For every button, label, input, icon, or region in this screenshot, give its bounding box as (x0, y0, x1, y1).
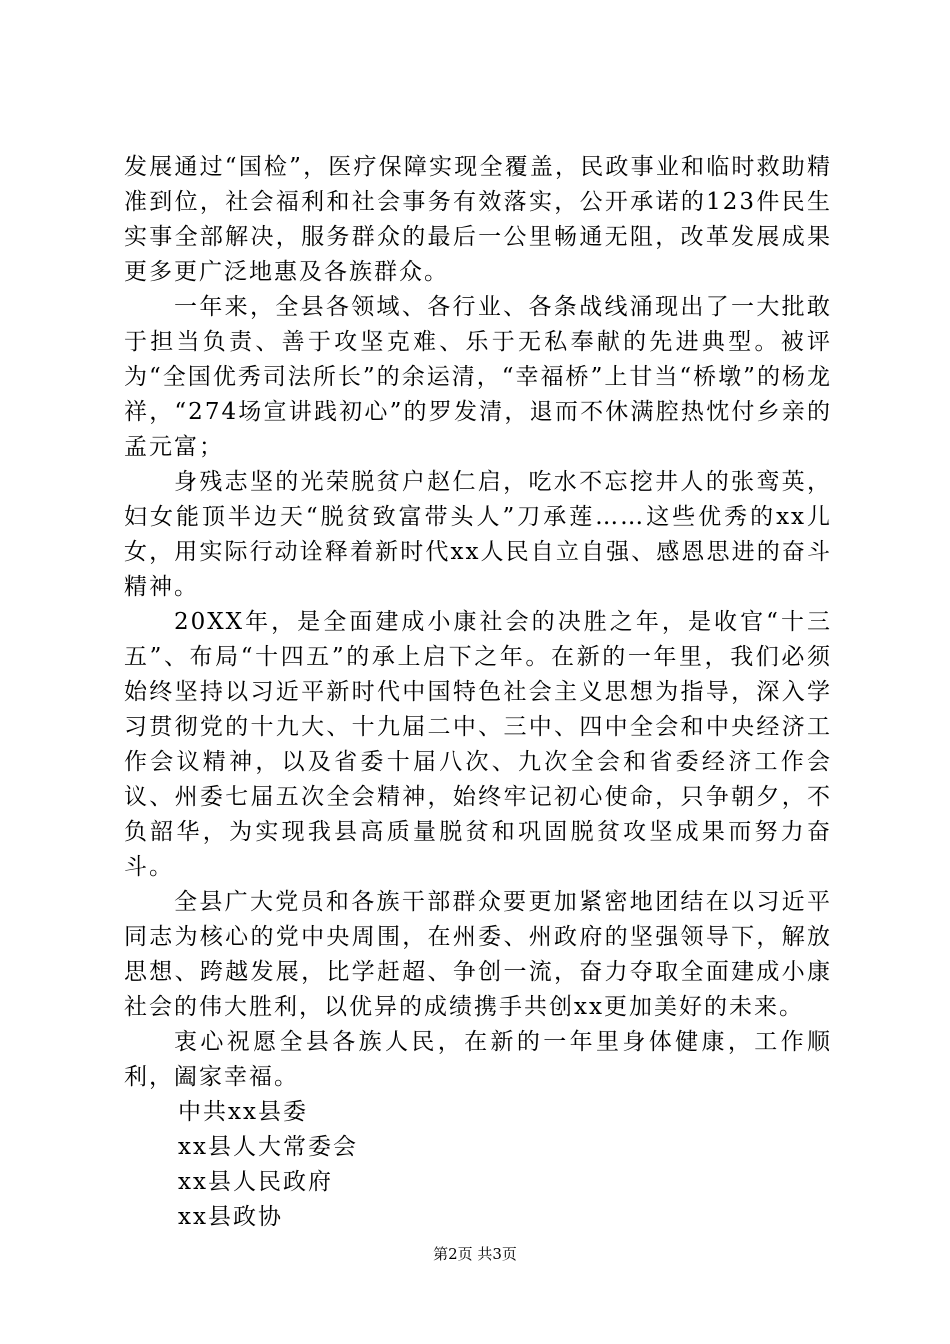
page-number: 第2页 共3页 (433, 1245, 517, 1263)
document-body (124, 150, 832, 1235)
paragraph-1: 发展通过“国检”，医疗保障实现全覆盖，民政事业和临时救助精准到位，社会福利和社会事务有效落实，公开承诺的123件民生实事全部解决，服务群众的最后一公里畅通无阻，改革发展成果更多更广泛地惠及各族群众。 (124, 154, 832, 285)
signature-peoples-congress: xx县人大常委会 (178, 1134, 358, 1160)
page-footer (0, 1244, 950, 1264)
signature-county-government: xx县人民政府 (178, 1169, 333, 1195)
signature-party-committee: 中共xx县委 (178, 1099, 308, 1125)
paragraph-3: 身残志坚的光荣脱贫户赵仁启，吃水不忘挖井人的张鸾英，妇女能顶半边天“脱贫致富带头人”刀承莲……这些优秀的xx儿女，用实际行动诠释着新时代xx人民自立自强、感恩思进的奋斗精神。 (124, 469, 832, 600)
signature-cppcc: xx县政协 (178, 1204, 283, 1230)
paragraph-5: 全县广大党员和各族干部群众要更加紧密地团结在以习近平同志为核心的党中央周围，在州委、州政府的坚强领导下，解放思想、跨越发展，比学赶超、争创一流，奋力夺取全面建成小康社会的伟大胜利，以优异的成绩携手共创xx更加美好的未来。 (124, 889, 832, 1020)
paragraph-4: 20XX年，是全面建成小康社会的决胜之年，是收官“十三五”、布局“十四五”的承上启下之年。在新的一年里，我们必须始终坚持以习近平新时代中国特色社会主义思想为指导，深入学习贯彻党的十九大、十九届二中、三中、四中全会和中央经济工作会议精神，以及省委十届八次、九次全会和省委经济工作会议、州委七届五次全会精神，始终牢记初心使命，只争朝夕，不负韶华，为实现我县高质量脱贫和巩固脱贫攻坚成果而努力奋斗。 (124, 609, 832, 880)
paragraph-2: 一年来，全县各领域、各行业、各条战线涌现出了一大批敢于担当负责、善于攻坚克难、乐于无私奉献的先进典型。被评为“全国优秀司法所长”的余运清，“幸福桥”上甘当“桥墩”的杨龙祥，“274场宣讲践初心”的罗发清，退而不休满腔热忱付乡亲的孟元富； (124, 294, 832, 460)
signature-block (124, 1095, 832, 1235)
paragraph-6: 衷心祝愿全县各族人民，在新的一年里身体健康，工作顺利，阖家幸福。 (124, 1029, 832, 1090)
